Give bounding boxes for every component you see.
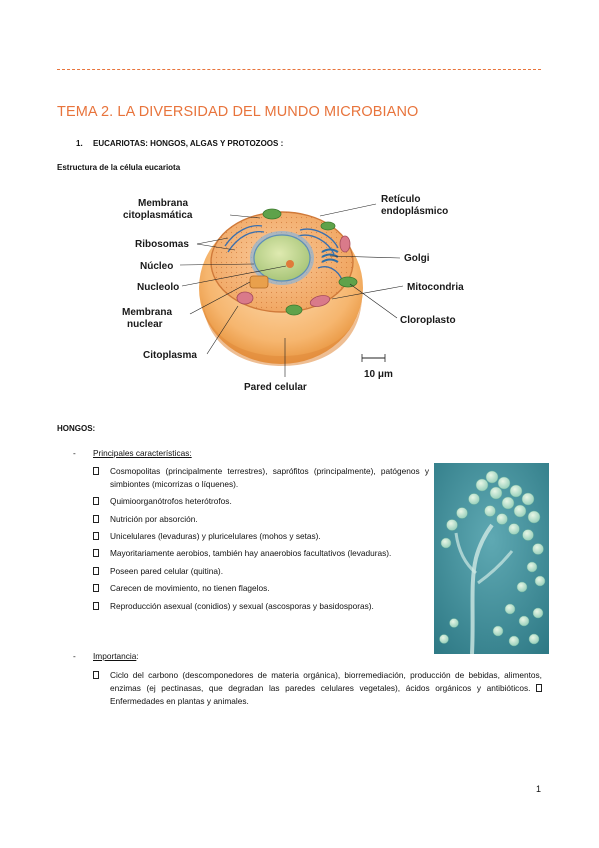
- label-membrana-nuclear-1: Membrana: [122, 307, 173, 318]
- checkbox-bullet-icon: [93, 515, 99, 523]
- importancia-list: [93, 669, 542, 707]
- scale-bar: [362, 354, 385, 362]
- label-membrana-nuclear-2: nuclear: [127, 319, 163, 330]
- list-item: Mayoritariamente aerobios, también hay anaerobios facultativos (levaduras).: [93, 547, 429, 560]
- label-reticulo-2: endoplásmico: [381, 206, 449, 217]
- caracteristicas-list: [93, 465, 429, 617]
- importancia-colon: :: [136, 651, 139, 661]
- label-scale: 10 μm: [364, 369, 393, 380]
- caracteristicas-label: Principales características:: [93, 448, 192, 458]
- header-dashed-rule: [57, 69, 541, 70]
- list-item: Reproducción asexual (conidios) y sexual (ascosporas y basidosporas).: [93, 600, 429, 613]
- list-item: [93, 669, 542, 707]
- label-membrana-citoplasmatica-2: citoplasmática: [123, 210, 193, 221]
- section-heading: [76, 139, 283, 148]
- checkbox-bullet-icon: [93, 532, 99, 540]
- importancia-text-2: Enfermedades en plantas y animales.: [110, 695, 249, 706]
- importancia-text: Ciclo del carbono (descomponedores de materia orgánica), biorremediación, producción de bebidas, alimentos, enzimas (ej pectinasas, que degradan las paredes celulares vegetales), ácidos orgánicos y antibióticos.: [110, 670, 542, 693]
- list-item: Cosmopolitas (principalmente terrestres), saprófitos (principalmente), patógenos y simbiontes (micorrizas o líquenes).: [93, 465, 429, 491]
- list-item: Nutrición por absorción.: [93, 513, 429, 526]
- label-nucleo: Núcleo: [140, 261, 174, 272]
- dash-bullet: -: [73, 448, 76, 458]
- cell-body: [199, 209, 363, 366]
- caracteristicas-heading: [73, 448, 192, 458]
- importancia-heading: [73, 651, 139, 661]
- label-reticulo-1: Retículo: [381, 194, 421, 205]
- list-item: Carecen de movimiento, no tienen flagelos.: [93, 582, 429, 595]
- fungus-micrograph: [434, 463, 549, 654]
- hongos-heading: HONGOS:: [57, 424, 96, 433]
- list-item: Quimioorganótrofos heterótrofos.: [93, 495, 429, 508]
- list-item: Poseen pared celular (quitina).: [93, 565, 429, 578]
- label-cloroplasto: Cloroplasto: [400, 315, 456, 326]
- page-title: TEMA 2. LA DIVERSIDAD DEL MUNDO MICROBIANO: [57, 104, 419, 120]
- importancia-label: Importancia: [93, 651, 137, 661]
- dash-bullet: -: [73, 651, 76, 661]
- label-citoplasma: Citoplasma: [143, 350, 197, 361]
- checkbox-bullet-icon: [93, 671, 99, 679]
- label-ribosomas: Ribosomas: [135, 239, 189, 250]
- section-title: EUCARIOTAS: HONGOS, ALGAS Y PROTOZOOS :: [93, 139, 284, 148]
- page-number: 1: [536, 784, 542, 794]
- checkbox-bullet-icon: [93, 549, 99, 557]
- figure-caption: Estructura de la célula eucariota: [57, 163, 181, 172]
- checkbox-bullet-icon: [93, 497, 99, 505]
- label-nucleolo: Nucleolo: [137, 282, 180, 293]
- checkbox-bullet-icon: [93, 584, 99, 592]
- label-mitocondria: Mitocondria: [407, 282, 464, 293]
- checkbox-bullet-icon: [93, 467, 99, 475]
- label-membrana-citoplasmatica-1: Membrana: [138, 198, 189, 209]
- list-item: Unicelulares (levaduras) y pluricelulares (mohos y setas).: [93, 530, 429, 543]
- label-pared-celular: Pared celular: [244, 382, 307, 393]
- checkbox-bullet-icon: [93, 567, 99, 575]
- label-golgi: Golgi: [404, 253, 430, 264]
- checkbox-bullet-icon: [536, 684, 542, 692]
- section-number: 1.: [76, 139, 83, 148]
- checkbox-bullet-icon: [93, 602, 99, 610]
- eukaryotic-cell-diagram: [110, 186, 470, 396]
